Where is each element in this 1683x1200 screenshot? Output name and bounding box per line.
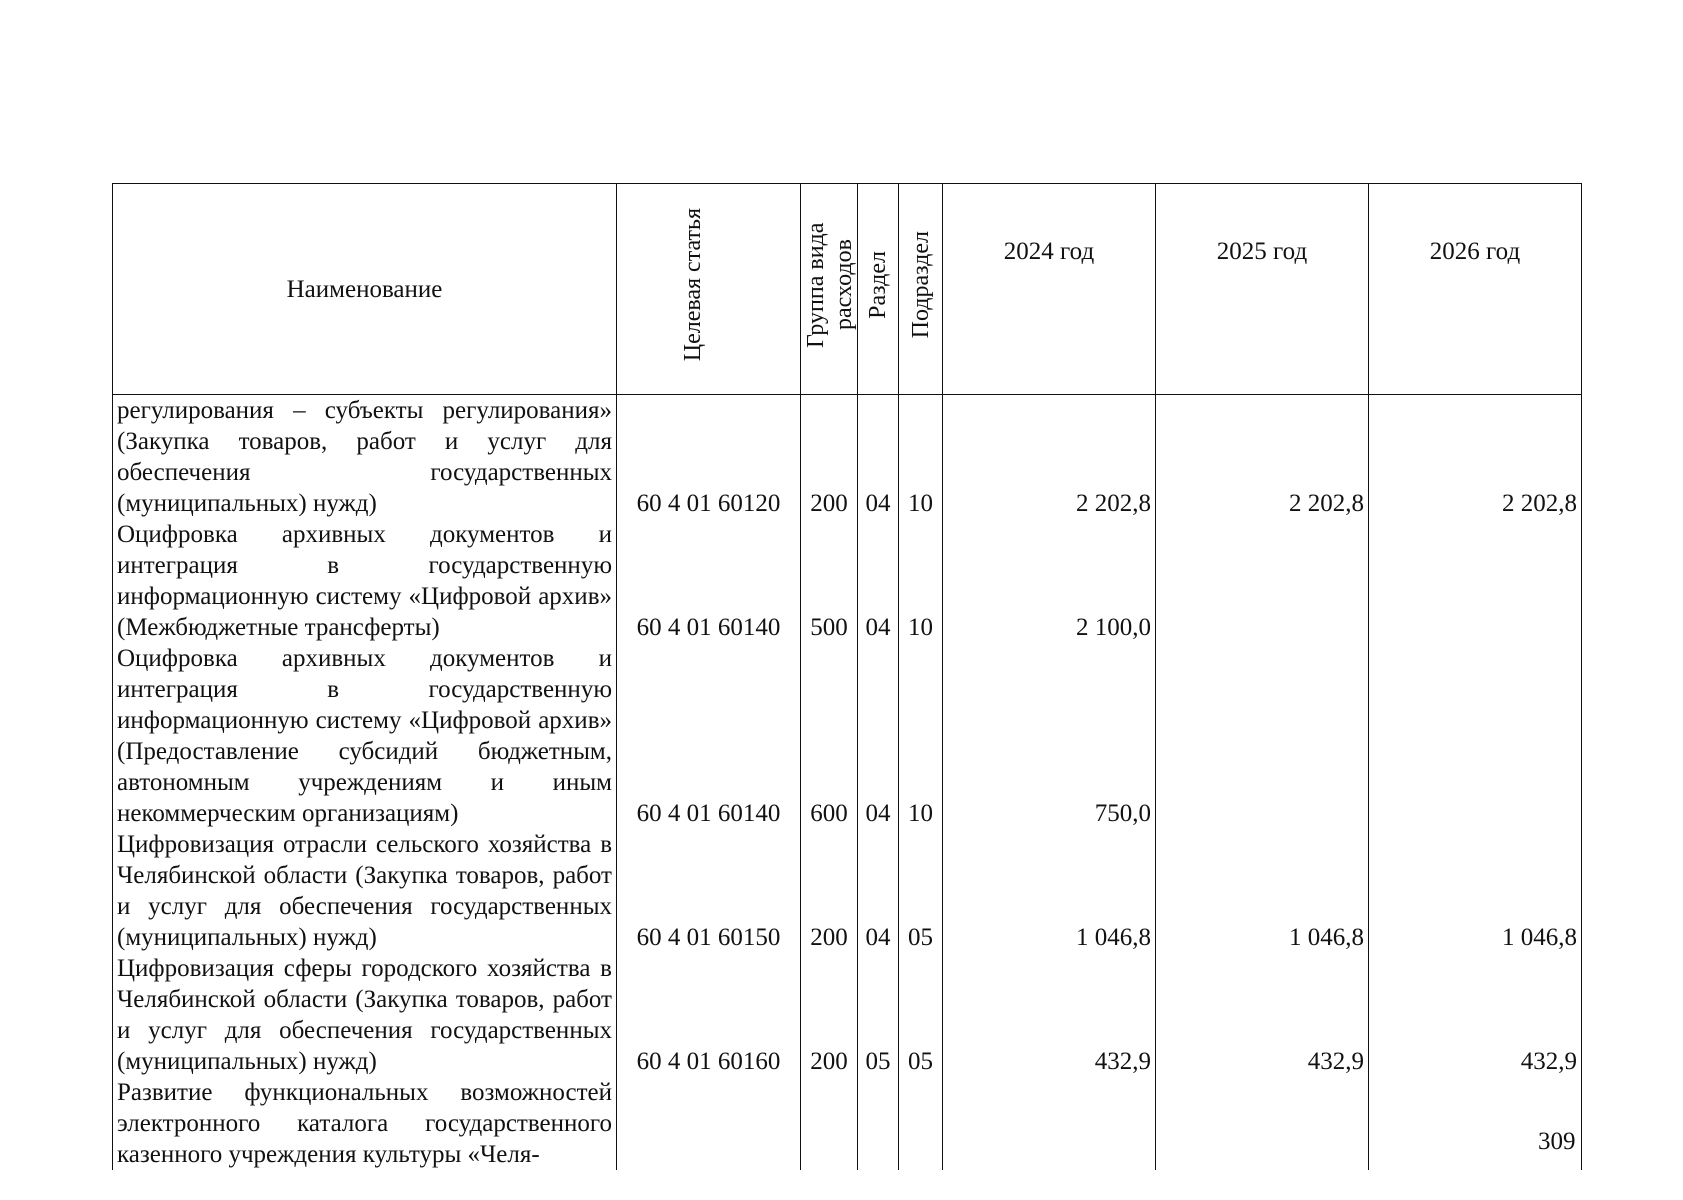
row-2024: 2 100,0 xyxy=(943,519,1156,643)
row-2024: 2 202,8 xyxy=(943,395,1156,520)
header-year-2025-label: 2025 год xyxy=(1216,238,1308,265)
row-2026: 1 046,8 xyxy=(1369,829,1582,953)
header-year-2024-label: 2024 год xyxy=(1003,238,1095,265)
row-2024: 1 046,8 xyxy=(943,829,1156,953)
row-group xyxy=(801,1077,858,1170)
row-2024 xyxy=(943,1077,1156,1170)
row-subsection: 10 xyxy=(899,519,943,643)
header-name-label: Наименование xyxy=(286,275,443,303)
row-subsection: 10 xyxy=(899,643,943,829)
budget-table xyxy=(112,183,1582,1170)
table-row xyxy=(113,519,1582,643)
row-target xyxy=(617,1077,801,1170)
row-section: 04 xyxy=(858,395,899,520)
row-group: 500 xyxy=(801,519,858,643)
row-target: 60 4 01 60140 xyxy=(617,519,801,643)
row-subsection: 05 xyxy=(899,953,943,1077)
row-2026: 432,9 xyxy=(1369,953,1582,1077)
row-name: Цифровизация сферы городского хозяйства в Челябинской области (Закупка товаров, работ и услуг для обеспечения государственных (муниципальных) нужд) xyxy=(113,953,617,1077)
row-target: 60 4 01 60140 xyxy=(617,643,801,829)
table-row xyxy=(113,953,1582,1077)
table-row xyxy=(113,1077,1582,1170)
header-subsection-label: Подраздел xyxy=(907,231,934,339)
row-subsection xyxy=(899,1077,943,1170)
row-section: 04 xyxy=(858,829,899,953)
row-group: 200 xyxy=(801,953,858,1077)
header-target-label: Целевая статья xyxy=(679,208,706,362)
header-target xyxy=(617,184,801,395)
row-subsection: 10 xyxy=(899,395,943,520)
header-year-2026 xyxy=(1369,184,1582,395)
table-header-row xyxy=(113,184,1582,395)
header-group xyxy=(801,184,858,395)
row-2026 xyxy=(1369,643,1582,829)
row-2026 xyxy=(1369,1077,1582,1170)
table-row xyxy=(113,643,1582,829)
row-name: Оцифровка архивных документов и интеграция в государственную информационную систему «Цифровой архив» (Межбюджетные трансферты) xyxy=(113,519,617,643)
header-year-2024 xyxy=(943,184,1156,395)
row-name: Цифровизация отрасли сельского хозяйства в Челябинской области (Закупка товаров, работ и услуг для обеспечения государственных (муниципальных) нужд) xyxy=(113,829,617,953)
row-2024: 432,9 xyxy=(943,953,1156,1077)
row-group: 200 xyxy=(801,395,858,520)
header-subsection xyxy=(899,184,943,395)
row-name: регулирования – субъекты регулирования» (Закупка товаров, работ и услуг для обеспечения государственных (муниципальных) нужд) xyxy=(113,395,617,520)
row-group: 600 xyxy=(801,643,858,829)
row-2025: 1 046,8 xyxy=(1156,829,1369,953)
row-2025 xyxy=(1156,643,1369,829)
row-2026: 2 202,8 xyxy=(1369,395,1582,520)
page-number: 309 xyxy=(1538,1128,1576,1155)
header-year-2026-label: 2026 год xyxy=(1429,238,1521,265)
row-section: 05 xyxy=(858,953,899,1077)
table-row xyxy=(113,395,1582,520)
row-2025: 2 202,8 xyxy=(1156,395,1369,520)
row-section xyxy=(858,1077,899,1170)
row-2024: 750,0 xyxy=(943,643,1156,829)
row-name: Оцифровка архивных документов и интеграция в государственную информационную систему «Цифровой архив» (Предоставление субсидий бюджетным, автономным учреждениям и иным некоммерческим организациям) xyxy=(113,643,617,829)
row-target: 60 4 01 60150 xyxy=(617,829,801,953)
row-2026 xyxy=(1369,519,1582,643)
header-section-label: Раздел xyxy=(865,251,891,319)
table-row xyxy=(113,829,1582,953)
row-target: 60 4 01 60160 xyxy=(617,953,801,1077)
row-section: 04 xyxy=(858,519,899,643)
row-2025 xyxy=(1156,1077,1369,1170)
row-2025: 432,9 xyxy=(1156,953,1369,1077)
row-2025 xyxy=(1156,519,1369,643)
header-section xyxy=(858,184,899,395)
row-subsection: 05 xyxy=(899,829,943,953)
row-section: 04 xyxy=(858,643,899,829)
row-target: 60 4 01 60120 xyxy=(617,395,801,520)
header-name xyxy=(113,184,617,395)
row-name: Развитие функциональных возможностей электронного каталога государственного казенного учреждения культуры «Челя- xyxy=(113,1077,617,1170)
header-group-label: Группа вида расходов xyxy=(803,222,857,348)
row-group: 200 xyxy=(801,829,858,953)
header-year-2025 xyxy=(1156,184,1369,395)
